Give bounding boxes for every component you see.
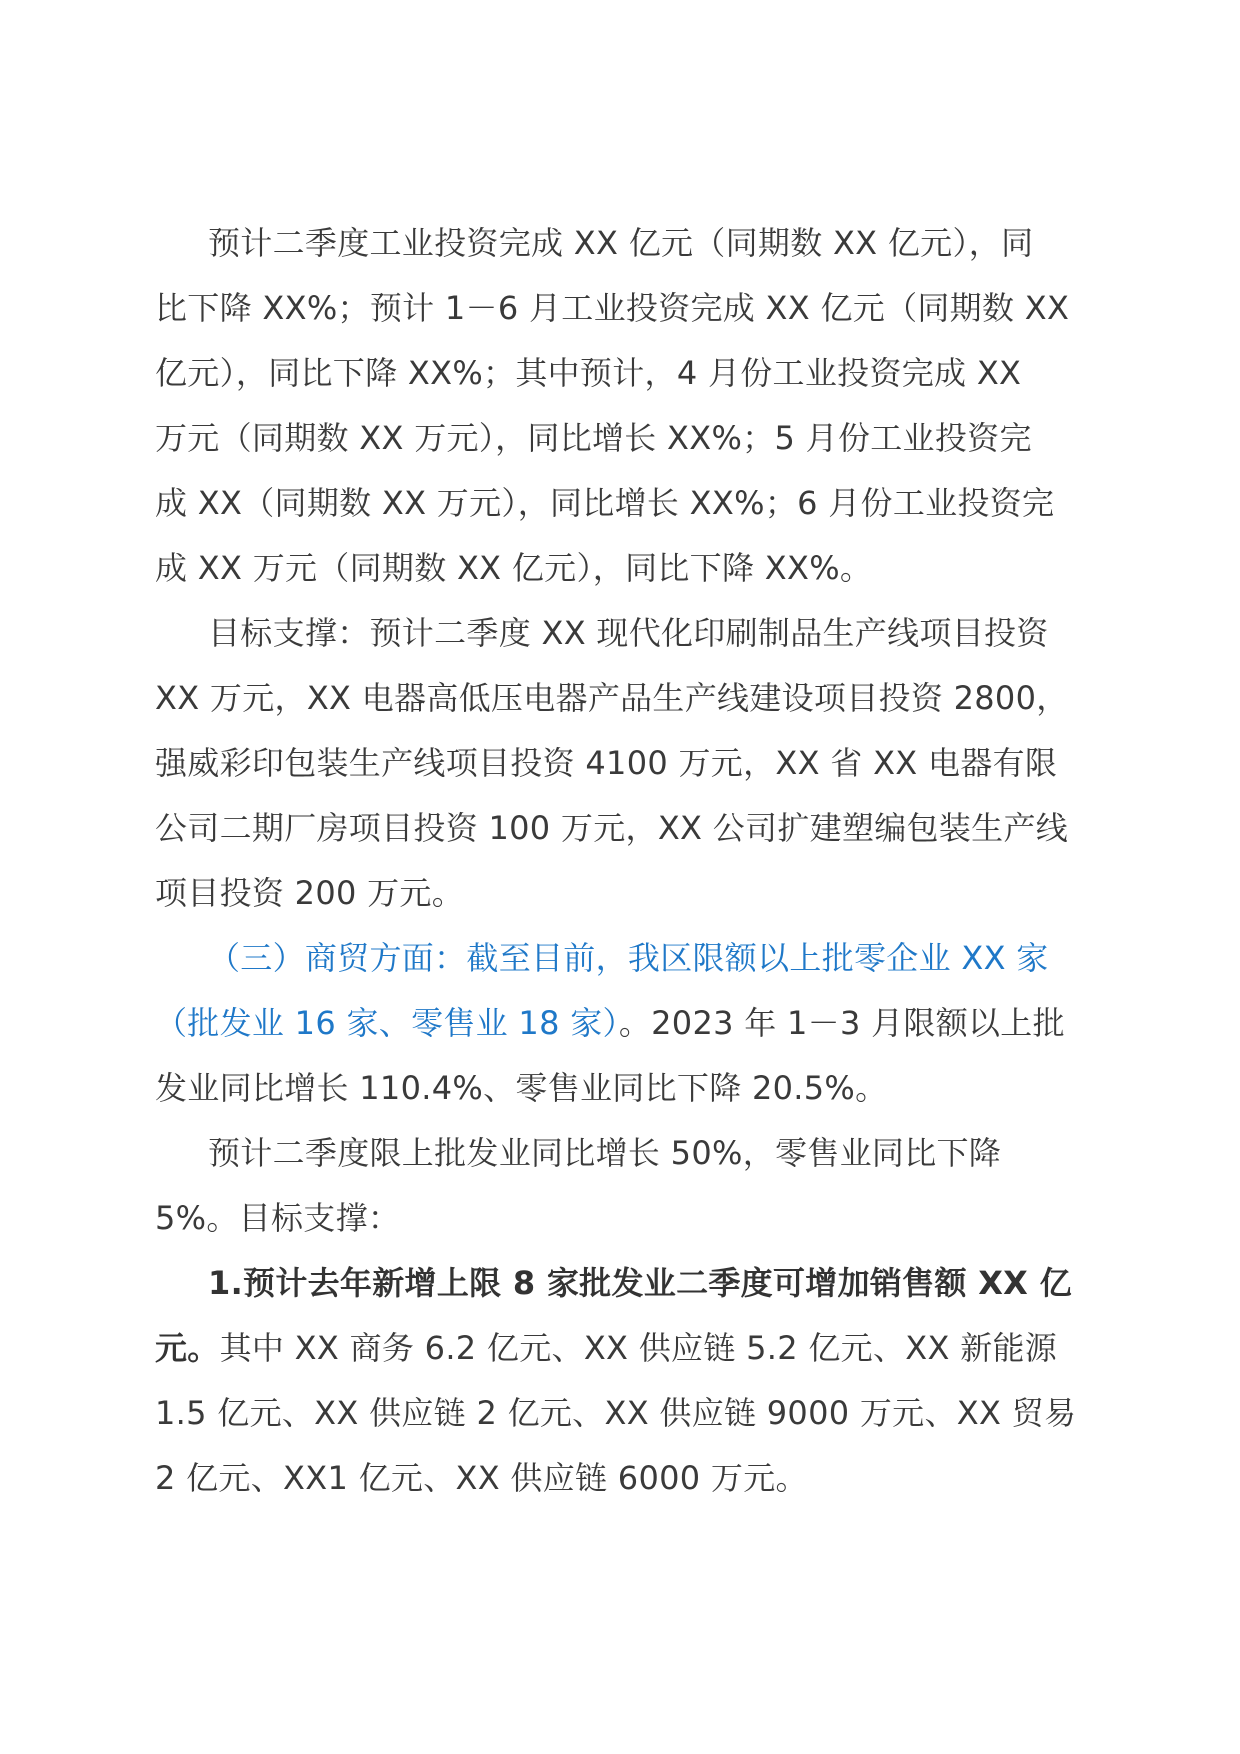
bold-heading-line: 1.预计去年新增上限 8 家批发业二季度可增加销售额 XX 亿 bbox=[208, 1264, 1072, 1302]
bold-heading-tail: 元。 bbox=[155, 1329, 220, 1367]
text-line: 比下降 XX%；预计 1－6 月工业投资完成 XX 亿元（同期数 XX bbox=[155, 289, 1070, 327]
paragraph-industrial-investment bbox=[155, 211, 1085, 601]
text-line: 发业同比增长 110.4%、零售业同比下降 20.5%。 bbox=[155, 1069, 888, 1107]
text-segment: 。2023 年 1－3 月限额以上批 bbox=[618, 1004, 1065, 1042]
paragraph-commerce-section bbox=[155, 926, 1085, 1121]
text-line: 1.5 亿元、XX 供应链 2 亿元、XX 供应链 9000 万元、XX 贸易 bbox=[155, 1394, 1077, 1432]
text-line bbox=[155, 991, 1085, 1056]
text-line: XX 万元，XX 电器高低压电器产品生产线建设项目投资 2800， bbox=[155, 679, 1069, 717]
text-line bbox=[155, 1316, 1085, 1381]
paragraph-wholesale-forecast bbox=[155, 1121, 1085, 1251]
paragraph-new-wholesale-sales bbox=[155, 1251, 1085, 1511]
text-line: 目标支撑：预计二季度 XX 现代化印刷制品生产线项目投资 bbox=[208, 614, 1049, 652]
text-line: 预计二季度限上批发业同比增长 50%，零售业同比下降 bbox=[208, 1134, 1002, 1172]
section-heading-line: （三）商贸方面：截至目前，我区限额以上批零企业 XX 家 bbox=[208, 939, 1049, 977]
text-line: 5%。目标支撑： bbox=[155, 1199, 401, 1237]
text-line: 成 XX（同期数 XX 万元），同比增长 XX%；6 月份工业投资完 bbox=[155, 484, 1055, 522]
text-line: 万元（同期数 XX 万元），同比增长 XX%；5 月份工业投资完 bbox=[155, 419, 1032, 457]
text-line: 2 亿元、XX1 亿元、XX 供应链 6000 万元。 bbox=[155, 1459, 808, 1497]
text-line: 公司二期厂房项目投资 100 万元，XX 公司扩建塑编包装生产线 bbox=[155, 809, 1069, 847]
text-line: 预计二季度工业投资完成 XX 亿元（同期数 XX 亿元），同 bbox=[208, 224, 1034, 262]
text-line: 亿元），同比下降 XX%；其中预计，4 月份工业投资完成 XX bbox=[155, 354, 1022, 392]
text-line: 成 XX 万元（同期数 XX 亿元），同比下降 XX%。 bbox=[155, 549, 873, 587]
text-line: 项目投资 200 万元。 bbox=[155, 874, 465, 912]
text-line: 强威彩印包装生产线项目投资 4100 万元，XX 省 XX 电器有限 bbox=[155, 744, 1058, 782]
section-heading-tail: （批发业 16 家、零售业 18 家） bbox=[155, 1004, 619, 1042]
document-page bbox=[155, 211, 1085, 1511]
paragraph-target-support-projects bbox=[155, 601, 1085, 926]
text-segment: 其中 XX 商务 6.2 亿元、XX 供应链 5.2 亿元、XX 新能源 bbox=[219, 1329, 1058, 1367]
